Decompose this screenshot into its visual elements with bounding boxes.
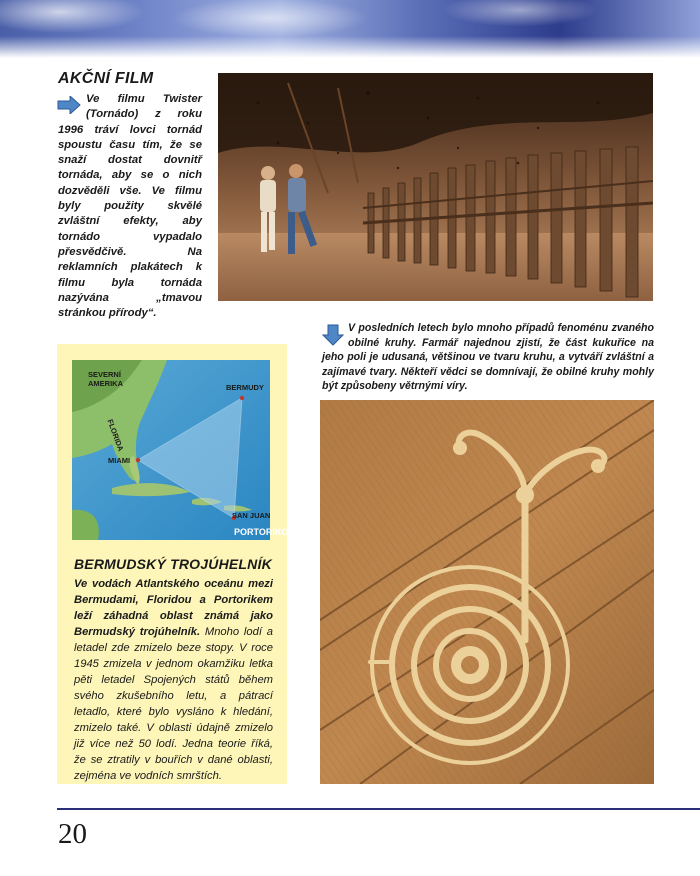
crop-circle-photo	[320, 400, 654, 784]
film-paragraph	[58, 92, 202, 321]
map-label-san-juan: SAN JUAN	[232, 511, 271, 520]
crop-circles-paragraph	[322, 321, 654, 394]
crop-circles-text: V posledních letech bylo mnoho případů fenoménu zvaného obilné kruhy. Farmář najednou zjistí, že část kukuřice na jeho poli je udusaná, většinou ve tvaru kruhu, a vytváří zvláštní a zajímavé tvary. Někteří vědci se domnívají, že obilné kruhy mohly být způsobeny větrnými víry.	[322, 322, 654, 393]
map-label-bermuda: BERMUDY	[226, 383, 264, 392]
footer-divider	[57, 808, 700, 810]
film-heading: AKČNÍ FILM	[58, 70, 154, 87]
film-text: Ve filmu Twister (Tornádo) z roku 1996 tráví lovci tornád spoustu času tím, že se snaží dostat dovnitř tornáda, aby se o nich dozvěděli vše. Ve filmu byly použity skvělé zvláštní efekty, aby tornádo vypadalo přesvědčivě. Na reklamních plakátech k filmu byla tornáda nazývána „tmavou stránkou přírody“.	[58, 93, 202, 320]
bermuda-paragraph	[74, 576, 273, 784]
map-label-north-america: SEVERNÍ AMERIKA	[88, 370, 123, 388]
twister-film-photo	[218, 73, 653, 301]
bermuda-heading: BERMUDSKÝ TROJÚHELNÍK	[74, 556, 272, 572]
bermuda-body: Mnoho lodí a letadel zde zmizelo beze stopy. V roce 1945 zmizela v jednom okamžiku letka pěti letadel Spojených států během svého zkušebního letu, a pátrací letadlo, které bylo vysláno k hledání, zmizelo také. V oblasti údajně zmizelo již více než 50 lodí. Jedna teorie říká, že se ztratily v bouřích v dané oblasti, zejména ve vodních smrštích.	[74, 626, 274, 782]
map-label-miami: MIAMI	[108, 456, 131, 465]
map-label-puerto-rico: PORTORIKO	[234, 527, 289, 537]
header-sky-banner	[0, 0, 700, 58]
page-number: 20	[58, 818, 87, 850]
map-label-florida: FLORIDA	[105, 418, 126, 453]
bermuda-intro: Ve vodách Atlantského oceánu mezi Bermudami, Floridou a Portorikem leží záhadná oblast známá jako Bermudský trojúhelník.	[74, 578, 273, 638]
